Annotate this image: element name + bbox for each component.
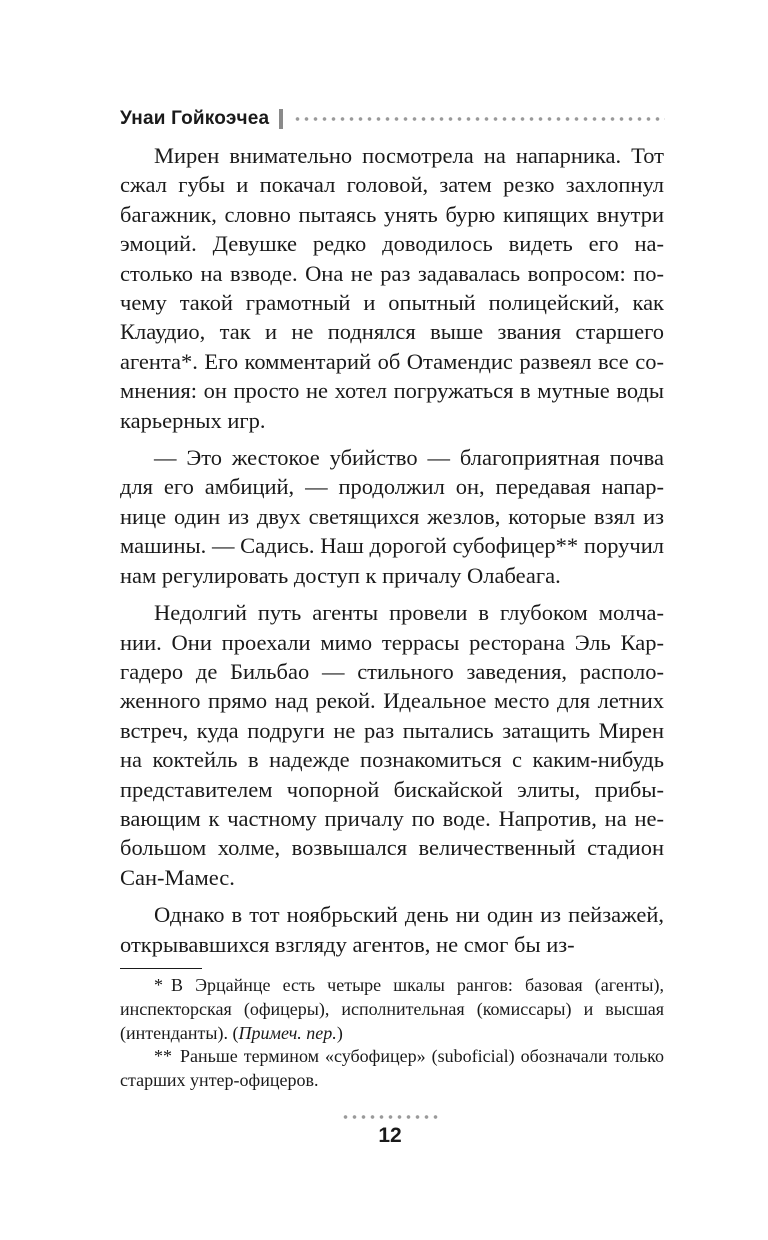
author-name: Унаи Гойкоэчеа — [120, 108, 270, 129]
footnote-2-text: Раньше термином «субофицер» (suboficial) обозначали только старших унтер-офицеров. — [120, 1046, 664, 1091]
paragraph-3: Недолгий путь агенты провели в глубоком молчании. Они проехали мимо террасы ресторана Эль Каргадеро де Бильбао — стильного заведения, расположенного прямо над рекой. Идеальное место для летних встреч, куда подруги не раз пытались затащить Мирен на коктейль в надежде познакомиться с каким-нибудь представителем чопорной бискайской элиты, прибывающим к частному причалу по воде. Напротив, на небольшом холме, возвышался величественный стадион Сан-Мамес. — [120, 600, 664, 890]
footnote-1 — [120, 974, 664, 1045]
paragraph-1: Мирен внимательно посмотрела на напарника. Тот сжал губы и покачал головой, затем резко захлопнул багажник, словно пытаясь унять бурю кипящих внутри эмоций. Девушке редко доводилось видеть его настолько на взводе. Она не раз задавалась вопросом: почему такой грамотный и опытный полицейский, как Клаудио, так и не поднялся выше звания старшего агента*. Его комментарий об Отамендис развеял все сомнения: он просто не хотел погружаться в мутные воды карьерных игр. — [120, 143, 664, 433]
footnote-1-text: В Эрцайнце есть четыре шкалы рангов: базовая (агенты), инспекторская (офицеры), исполнительная (комиссары) и высшая (интенданты). ( — [120, 975, 664, 1043]
paragraph-4: Однако в тот ноябрьский день ни один из пейзажей, открывавшихся взгляду агентов, не смог бы из- — [120, 902, 664, 957]
header-bar-ornament — [279, 109, 283, 129]
paragraph-2: — Это жестокое убийство — благоприятная почва для его амбиций, — продолжил он, передавая напарнице один из двух светящихся жезлов, которые взял из машины. — Садись. Наш дорогой субофицер** поручил нам регулировать доступ к причалу Олабеага. — [120, 445, 664, 588]
footnote-1-close: ) — [336, 1022, 343, 1043]
footnote-1-translator-note: Примеч. пер. — [238, 1022, 337, 1043]
footnote-divider — [120, 968, 202, 969]
footnote-2 — [120, 1045, 664, 1093]
header-dotted-rule — [293, 117, 665, 121]
page-number-dotted-rule — [341, 1115, 439, 1119]
footnotes — [120, 974, 664, 1093]
page-number: 12 — [378, 1124, 402, 1147]
footnote-1-mark: * — [154, 975, 163, 995]
running-header — [120, 104, 665, 134]
footnote-2-mark: ** — [154, 1046, 172, 1067]
main-text — [120, 141, 664, 967]
